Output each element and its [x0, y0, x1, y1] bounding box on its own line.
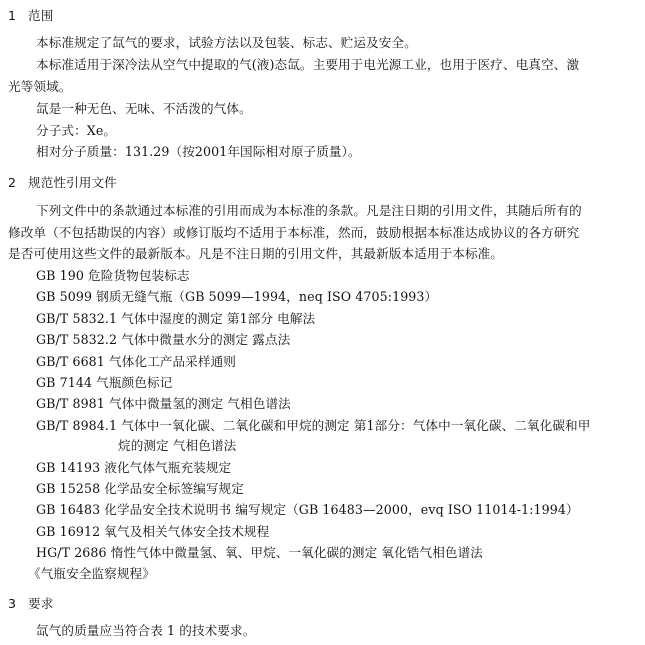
- reference-item: 《气瓶安全监察规程》: [28, 566, 155, 581]
- reference-item: HG/T 2686 惰性气体中微量氢、氧、甲烷、一氧化碳的测定 氧化锆气相色谱法: [36, 545, 483, 560]
- section-title: 要求: [28, 596, 54, 611]
- reference-item: GB/T 6681 气体化工产品采样通则: [36, 354, 236, 369]
- reference-item: GB 16912 氧气及相关气体安全技术规程: [36, 524, 270, 539]
- reference-item: GB 15258 化学品安全标签编写规定: [36, 481, 244, 496]
- section-number: 1: [8, 8, 17, 23]
- paragraph-line: 本标准适用于深冷法从空气中提取的气(液)态氙。主要用于电光源工业，也用于医疗、电真空、激: [36, 57, 580, 72]
- paragraph-line: 修改单（不包括勘误的内容）或修订版均不适用于本标准，然而，鼓励根据本标准达成协议的各方研究: [8, 225, 580, 240]
- section-number: 3: [8, 596, 17, 611]
- section-1-heading: [8, 8, 53, 24]
- reference-item: GB/T 5832.1 气体中湿度的测定 第1部分 电解法: [36, 311, 316, 326]
- paragraph-line: 光等领域。: [8, 79, 72, 94]
- reference-item: GB/T 8984.1 气体中一氧化碳、二氧化碳和甲烷的测定 第1部分：气体中一氧化碳、二氧化碳和甲: [36, 418, 591, 433]
- section-title: 范围: [28, 8, 54, 23]
- reference-item: GB 190 危险货物包装标志: [36, 268, 190, 283]
- reference-item: GB 5099 钢质无缝气瓶（GB 5099—1994，neq ISO 4705:1993）: [36, 289, 438, 304]
- section-title: 规范性引用文件: [28, 175, 117, 190]
- reference-item: GB 16483 化学品安全技术说明书 编写规定（GB 16483—2000，evq ISO 11014-1:1994）: [36, 502, 579, 517]
- reference-item: GB/T 5832.2 气体中微量水分的测定 露点法: [36, 332, 291, 347]
- section-3-heading: [8, 596, 53, 612]
- paragraph-line: 本标准规定了氙气的要求，试验方法以及包装、标志、贮运及安全。: [36, 35, 417, 50]
- section-2-heading: [8, 175, 117, 191]
- section-number: 2: [8, 175, 17, 190]
- reference-item: GB 7144 气瓶颜色标记: [36, 375, 173, 390]
- reference-item: GB/T 8981 气体中微量氢的测定 气相色谱法: [36, 396, 291, 411]
- reference-item: GB 14193 液化气体气瓶充装规定: [36, 460, 232, 475]
- paragraph-line: 氙是一种无色、无味、不活泼的气体。: [36, 101, 252, 116]
- paragraph-line: 分子式：Xe。: [36, 123, 117, 138]
- paragraph-line: 下列文件中的条款通过本标准的引用而成为本标准的条款。凡是注日期的引用文件，其随后所有的: [36, 203, 582, 218]
- reference-item-continuation: 烷的测定 气相色谱法: [118, 438, 237, 453]
- paragraph-line: 氙气的质量应当符合表 1 的技术要求。: [36, 623, 256, 638]
- paragraph-line: 相对分子质量：131.29（按2001年国际相对原子质量）。: [36, 144, 361, 159]
- paragraph-line: 是否可使用这些文件的最新版本。凡是不注日期的引用文件，其最新版本适用于本标准。: [8, 246, 504, 261]
